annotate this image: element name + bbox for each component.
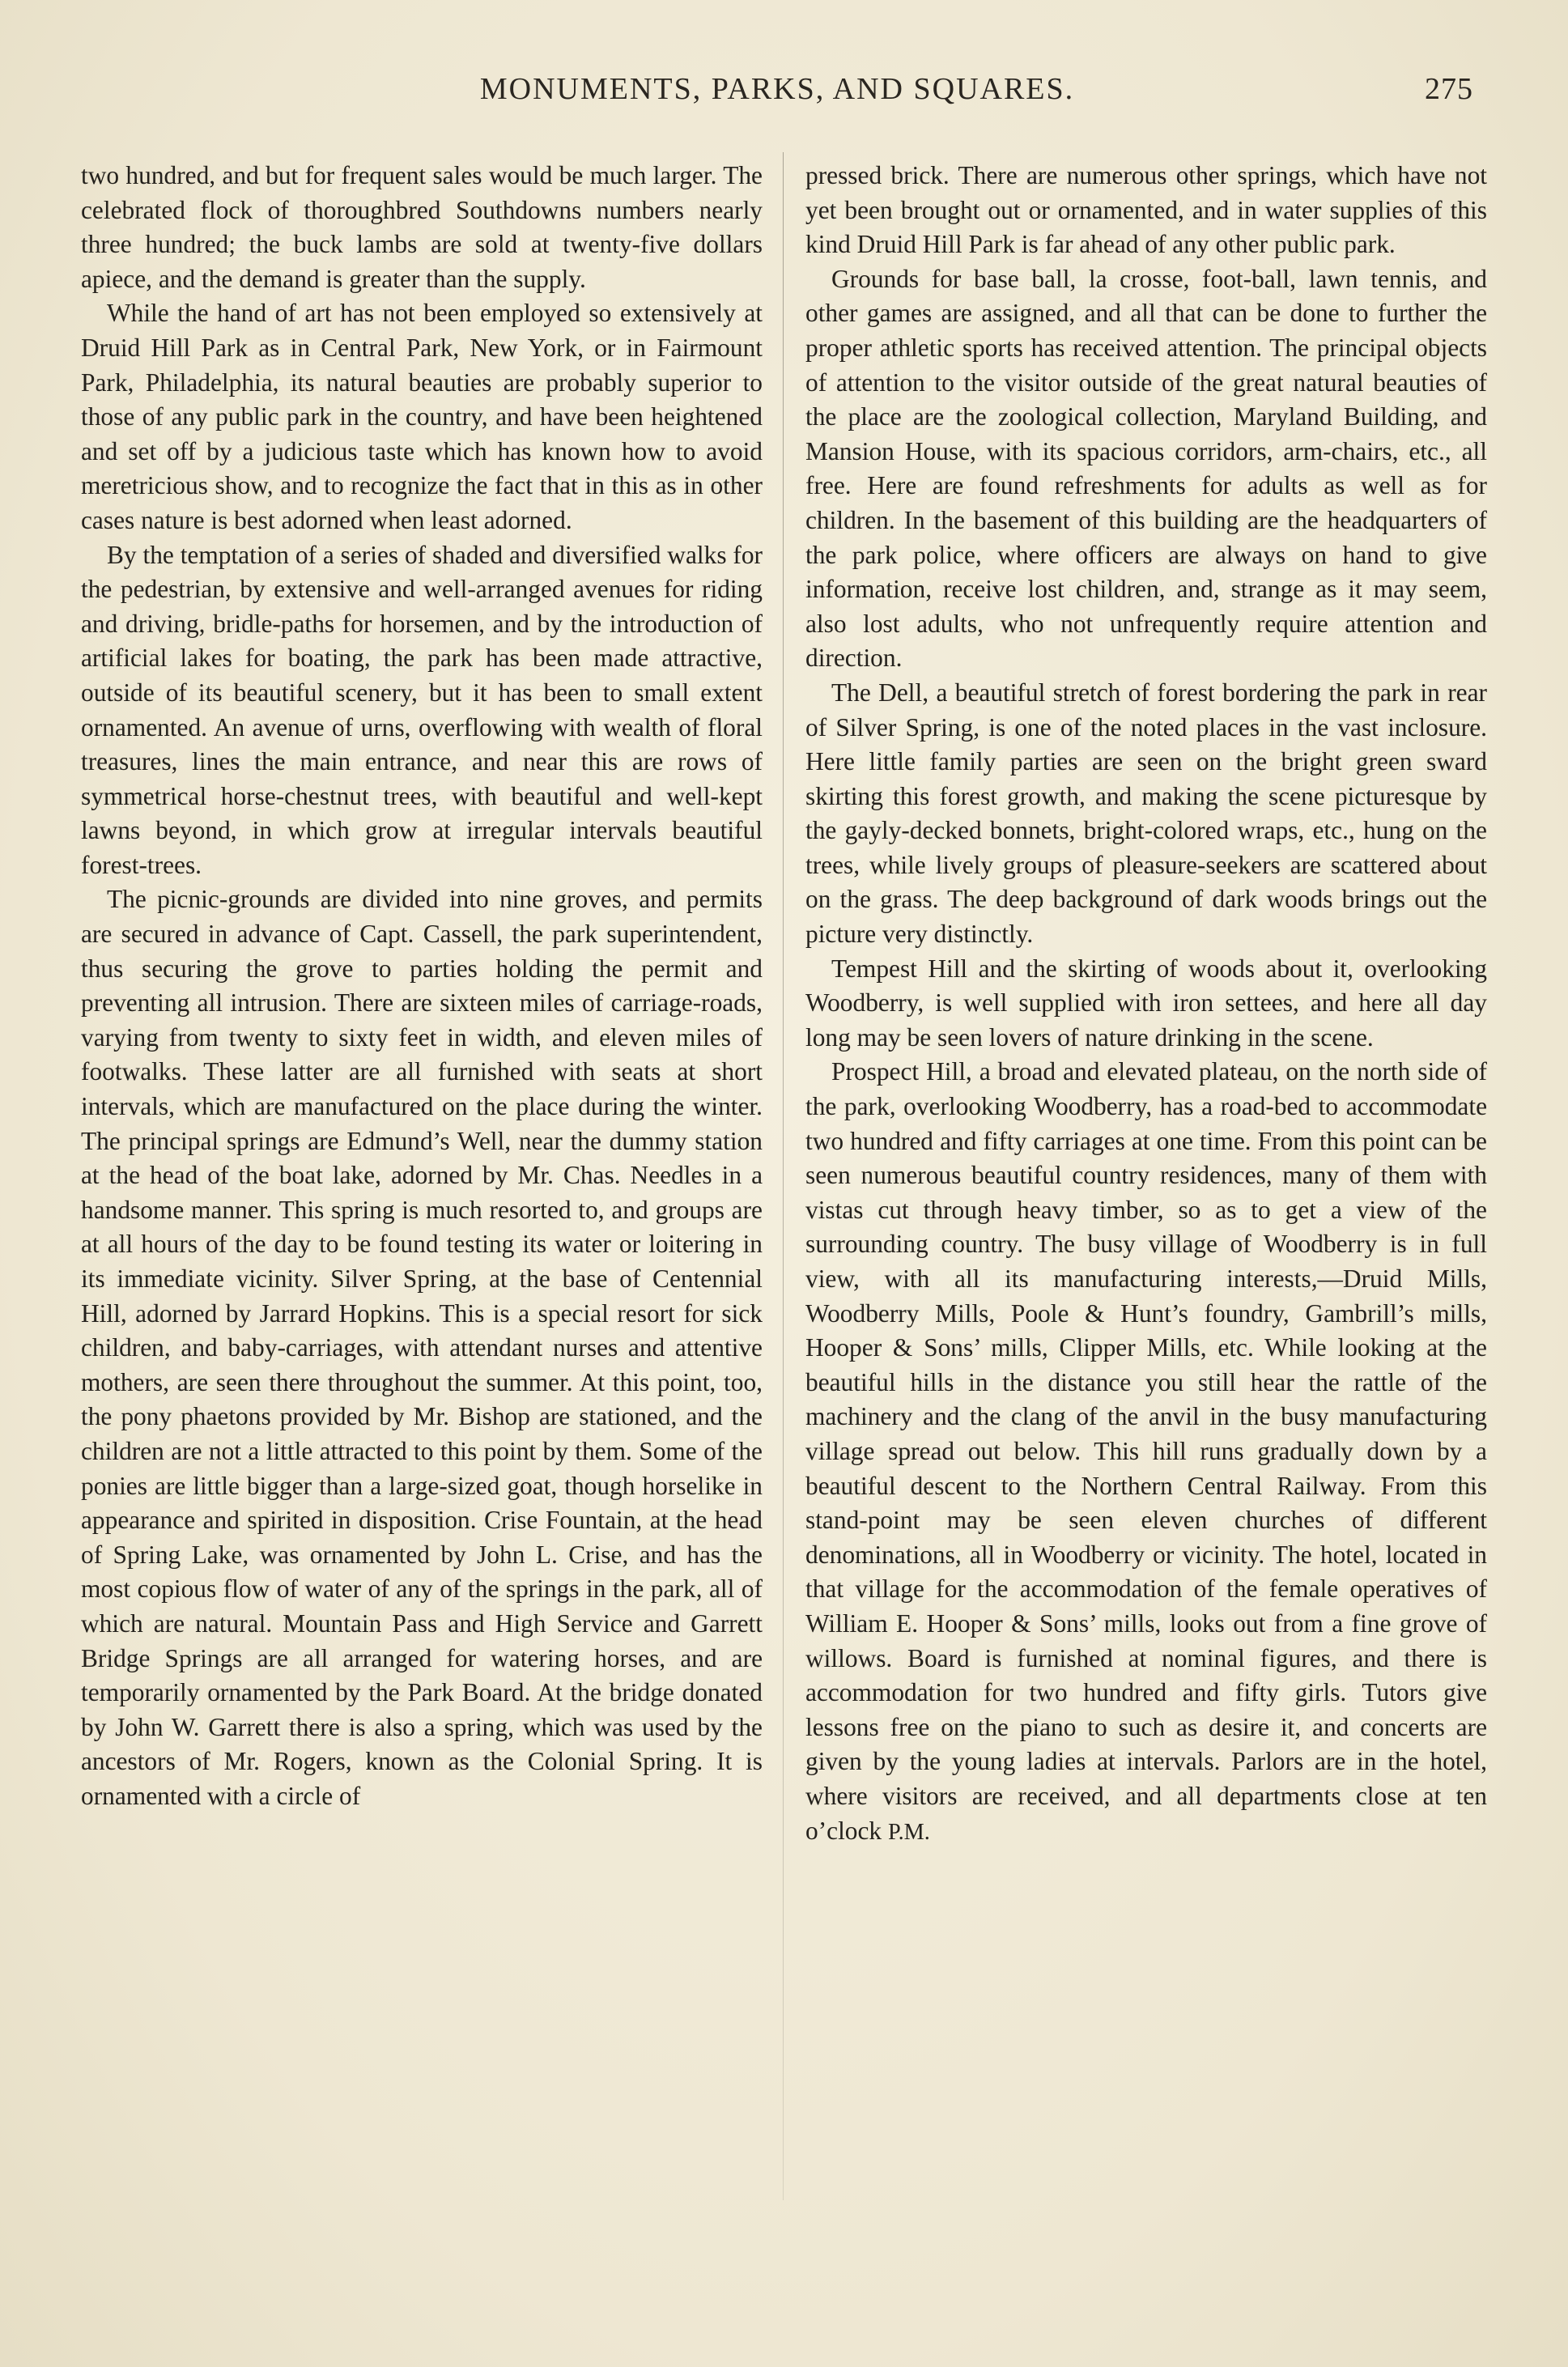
- paragraph-tempest-hill: Tempest Hill and the skirting of woods about it, overlooking Woodberry, is well supplied with iron settees, and here all day long may be seen lovers of nature drinking in the scene.: [805, 954, 1487, 1052]
- column-divider: [783, 152, 784, 2200]
- running-title: MONUMENTS, PARKS, AND SQUARES.: [479, 72, 1075, 106]
- paragraph-the-dell: The Dell, a beautiful stretch of forest bordering the park in rear of Silver Spring, is one of the noted places in the vast inclosure. Here little family parties are seen on the bright green sward skirting this forest growth, and making the scene picturesque by the gayly-decked bonnets, bright-colored wraps, etc., hung on the trees, while lively groups of pleasure-seekers are scattered about on the grass. The deep background of dark woods brings out the picture very distinctly.: [805, 678, 1487, 949]
- paragraph-prospect-hill: [805, 1055, 1487, 1850]
- page-number: 275: [1425, 72, 1473, 106]
- time-abbreviation: P.M.: [888, 1819, 930, 1845]
- paragraph-grounds-games: Grounds for base ball, la crosse, foot-ball, lawn tennis, and other games are assigned, and all that can be done to further the proper athletic sports has received attention. The principal objects of attention to the visitor outside of the great natural beauties of the place are the zoological collection, Maryland Building, and Mansion House, with its spacious corridors, arm-chairs, etc., all free. Here are found refreshments for adults as well as for children. In the basement of this building are the headquarters of the park police, where officers are always on hand to give information, receive lost children, and, strange as it may seem, also lost adults, who not unfrequently require attention and direction.: [805, 264, 1487, 673]
- right-column: [805, 159, 1487, 1850]
- paragraph-picnic-springs: The picnic-grounds are divided into nine groves, and permits are secured in advance of Capt. Cassell, the park superintendent, thus securing the grove to parties holding the permit and preventing all intrusion. There are sixteen miles of carriage-roads, varying from twenty to sixty feet in width, and eleven miles of footwalks. These latter are all furnished with seats at short intervals, which are manufactured on the place during the winter. The principal springs are Edmund’s Well, near the dummy station at the head of the boat lake, adorned by Mr. Chas. Needles in a handsome manner. This spring is much resorted to, and groups are at all hours of the day to be found testing its water or loitering in its immediate vicinity. Silver Spring, at the base of Centennial Hill, adorned by Jarrard Hopkins. This is a special resort for sick children, and baby-carriages, with attendant nurses and attentive mothers, are seen there throughout the summer. At this point, too, the pony phaetons provided by Mr. Bishop are stationed, and the children are not a little attracted to this point by them. Some of the ponies are little bigger than a large-sized goat, though horselike in appearance and spirited in disposition. Crise Fountain, at the head of Spring Lake, was ornamented by John L. Crise, and has the most copious flow of water of any of the springs in the park, all of which are natural. Mountain Pass and High Service and Garrett Bridge Springs are all arranged for watering horses, and are temporarily ornamented by the Park Board. At the bridge donated by John W. Garrett there is also a spring, which was used by the ancestors of Mr. Rogers, known as the Colonial Spring. It is ornamented with a circle of: [81, 885, 763, 1810]
- paragraph-sheep-flock: two hundred, and but for frequent sales would be much larger. The celebrated flock of thoroughbred Southdowns numbers nearly three hundred; the buck lambs are sold at twenty-five dollars apiece, and the demand is greater than the supply.: [81, 161, 763, 293]
- paragraph-natural-beauties: While the hand of art has not been employed so extensively at Druid Hill Park as in Central Park, New York, or in Fairmount Park, Philadelphia, its natural beauties are probably superior to those of any public park in the country, and have been heightened and set off by a judicious taste which has known how to avoid meretricious show, and to recognize the fact that in this as in other cases nature is best adorned when least adorned.: [81, 299, 763, 534]
- prospect-hill-text: Prospect Hill, a broad and elevated plateau, on the north side of the park, overlooking Woodberry, has a road-bed to accommodate two hundred and fifty carriages at one time. From this point can be seen numerous beautiful country residences, many of them with vistas cut through heavy timber, so as to get a view of the surrounding country. The busy village of Woodberry is in full view, with all its manufacturing interests,—Druid Mills, Woodberry Mills, Poole & Hunt’s foundry, Gambrill’s mills, Hooper & Sons’ mills, Clipper Mills, etc. While looking at the beautiful hills in the distance you still hear the rattle of the machinery and the clang of the anvil in the busy manufacturing village spread out below. This hill runs gradually down by a beautiful descent to the Northern Central Railway. From this stand-point may be seen eleven churches of different denominations, all in Woodberry or vicinity. The hotel, located in that village for the accommodation of the female operatives of William E. Hooper & Sons’ mills, looks out from a fine grove of willows. Board is furnished at nominal figures, and there is accommodation for two hundred and fifty girls. Tutors give lessons free on the piano to such as desire it, and concerts are given by the young ladies at intervals. Parlors are in the hotel, where visitors are received, and all departments close at ten o’clock: [805, 1057, 1487, 1845]
- paragraph-walks-avenues: By the temptation of a series of shaded and diversified walks for the pedestrian, by extensive and well-arranged avenues for riding and driving, bridle-paths for horsemen, and by the introduction of artificial lakes for boating, the park has been made attractive, outside of its beautiful scenery, but it has been to small extent ornamented. An avenue of urns, overflowing with wealth of floral treasures, lines the main entrance, and near this are rows of symmetrical horse-chestnut trees, with beautiful and well-kept lawns beyond, in which grow at irregular intervals beautiful forest-trees.: [81, 540, 763, 879]
- paragraph-pressed-brick: pressed brick. There are numerous other springs, which have not yet been brought out or ornamented, and in water supplies of this kind Druid Hill Park is far ahead of any other public park.: [805, 161, 1487, 259]
- left-column: [81, 159, 763, 1814]
